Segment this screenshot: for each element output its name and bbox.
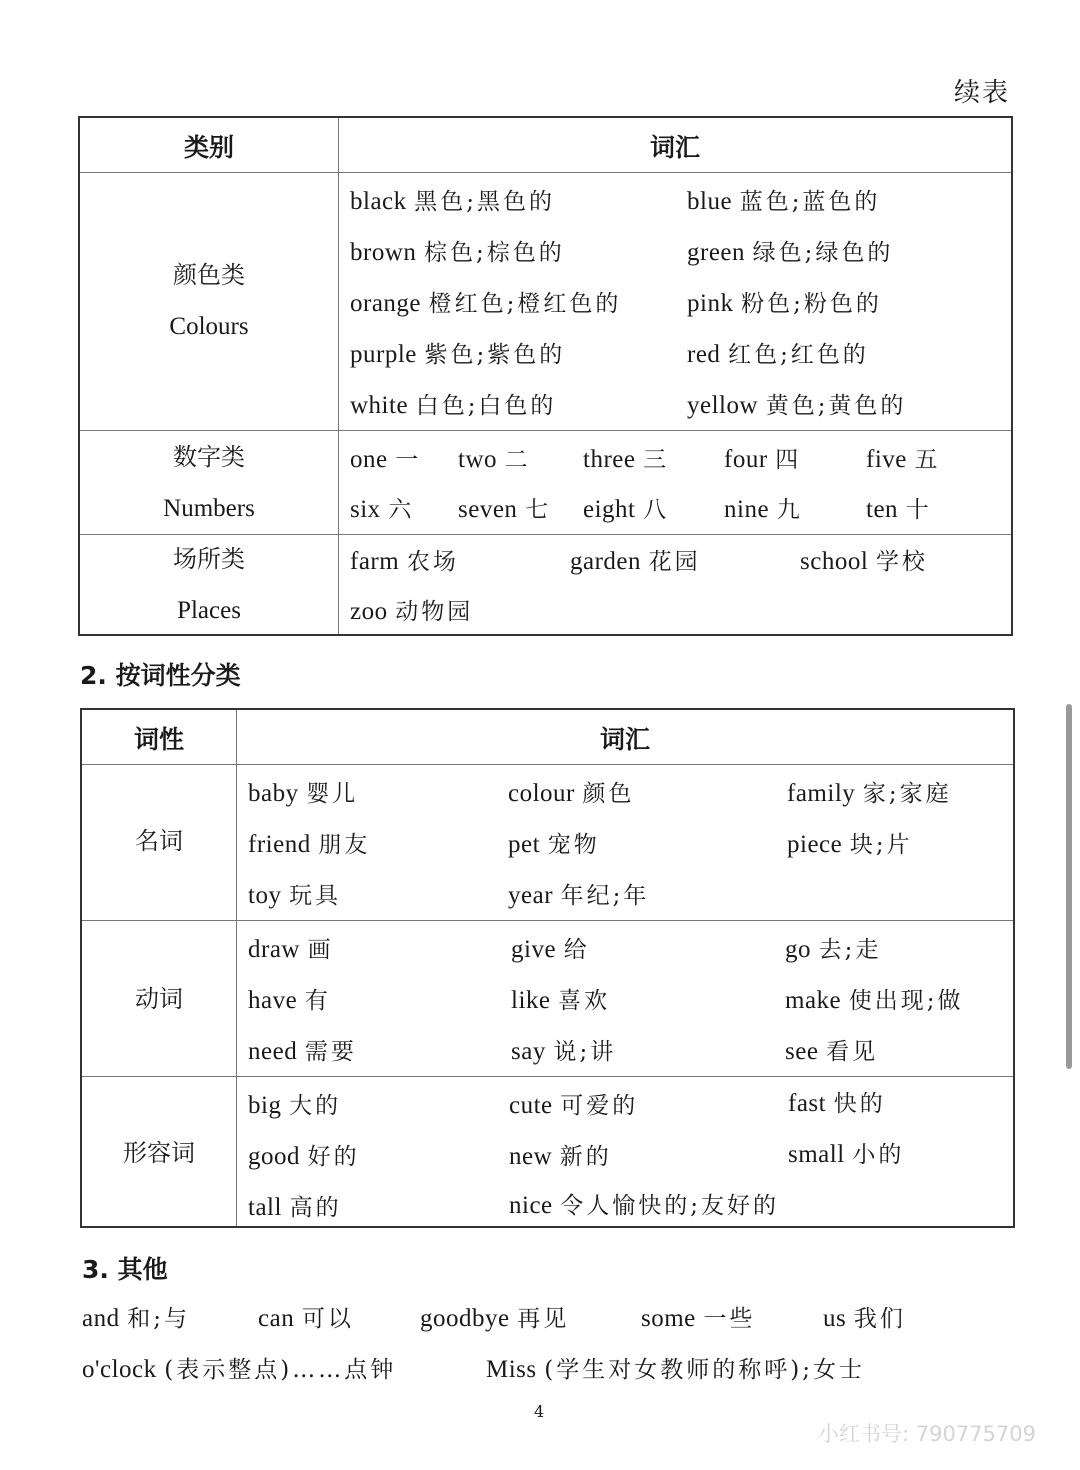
row-nouns — [82, 764, 1013, 920]
word-item: orange 橙红色;橙红色的 — [350, 290, 622, 317]
word-item: family 家;家庭 — [787, 780, 952, 807]
other-word: o'clock (表示整点)……点钟 — [82, 1356, 397, 1383]
other-word: some 一些 — [641, 1305, 756, 1332]
word-item: white 白色;白色的 — [350, 392, 557, 419]
category-colours: 颜色类 Colours — [169, 261, 249, 340]
scrollbar[interactable] — [1066, 704, 1072, 1069]
vocab-table-parts-of-speech — [80, 708, 1015, 1228]
other-word: us 我们 — [823, 1305, 906, 1332]
word-item: see 看见 — [785, 1038, 879, 1065]
word-item: colour 颜色 — [508, 780, 635, 807]
word-item: cute 可爱的 — [509, 1092, 639, 1119]
pos-nouns: 名词 — [135, 827, 183, 855]
word-item: draw 画 — [248, 936, 334, 963]
header-pos: 词性 — [133, 725, 185, 754]
row-verbs — [82, 920, 1013, 1076]
word-item: nice 令人愉快的;友好的 — [509, 1192, 780, 1219]
word-item: toy 玩具 — [248, 882, 342, 909]
word-item: farm 农场 — [350, 548, 459, 575]
category-numbers: 数字类 Numbers — [163, 443, 255, 522]
word-item: good 好的 — [248, 1143, 360, 1170]
word-item: new 新的 — [509, 1143, 612, 1170]
word-item: say 说;讲 — [511, 1038, 617, 1065]
word-item: six 六 — [350, 496, 415, 523]
word-item: small 小的 — [788, 1141, 905, 1168]
word-item: give 给 — [511, 936, 590, 963]
row-colours — [80, 172, 1011, 430]
word-item: three 三 — [583, 446, 670, 473]
word-item: nine 九 — [724, 496, 803, 523]
section-2-title: 2. 按词性分类 — [80, 661, 241, 690]
word-item: red 红色;红色的 — [687, 341, 869, 368]
word-item: zoo 动物园 — [350, 598, 474, 625]
page-number: 4 — [534, 1402, 545, 1421]
category-places: 场所类 Places — [173, 545, 245, 624]
row-places — [80, 534, 1011, 638]
word-item: blue 蓝色;蓝色的 — [687, 188, 881, 215]
word-item: friend 朋友 — [248, 831, 371, 858]
word-item: make 使出现;做 — [785, 987, 964, 1014]
pos-adjectives: 形容词 — [123, 1139, 195, 1167]
watermark: 小红书号: 790775709 — [818, 1422, 1036, 1446]
section-3-title: 3. 其他 — [82, 1255, 168, 1284]
header-category: 类别 — [183, 133, 235, 162]
word-item: black 黑色;黑色的 — [350, 188, 556, 215]
word-item: baby 婴儿 — [248, 780, 359, 807]
header-vocab: 词汇 — [599, 725, 651, 754]
word-item: big 大的 — [248, 1092, 342, 1119]
header-vocab: 词汇 — [649, 133, 701, 162]
word-item: pet 宠物 — [508, 831, 600, 858]
word-item: year 年纪;年 — [508, 882, 650, 909]
other-word: can 可以 — [258, 1305, 354, 1332]
word-item: tall 高的 — [248, 1194, 342, 1221]
word-item: eight 八 — [583, 496, 670, 523]
word-item: need 需要 — [248, 1038, 357, 1065]
word-item: four 四 — [724, 446, 802, 473]
word-item: purple 紫色;紫色的 — [350, 341, 566, 368]
word-item: five 五 — [866, 446, 941, 473]
word-item: seven 七 — [458, 496, 552, 523]
pos-verbs: 动词 — [135, 985, 183, 1013]
word-item: piece 块;片 — [787, 831, 913, 858]
other-word: and 和;与 — [82, 1305, 190, 1332]
word-item: garden 花园 — [570, 548, 701, 575]
row-numbers — [80, 430, 1011, 534]
word-item: go 去;走 — [785, 936, 882, 963]
word-item: school 学校 — [800, 548, 928, 575]
word-item: ten 十 — [866, 496, 932, 523]
vocab-table-categories — [78, 116, 1013, 636]
other-word: Miss (学生对女教师的称呼);女士 — [486, 1356, 865, 1383]
word-item: fast 快的 — [788, 1090, 886, 1117]
word-item: two 二 — [458, 446, 531, 473]
word-item: green 绿色;绿色的 — [687, 239, 894, 266]
word-item: like 喜欢 — [511, 987, 611, 1014]
word-item: have 有 — [248, 987, 331, 1014]
word-item: pink 粉色;粉色的 — [687, 290, 882, 317]
row-adjectives — [82, 1076, 1013, 1230]
word-item: brown 棕色;棕色的 — [350, 239, 565, 266]
word-item: one 一 — [350, 446, 422, 473]
word-item: yellow 黄色;黄色的 — [687, 392, 907, 419]
other-word: goodbye 再见 — [420, 1305, 570, 1332]
continued-label: 续表 — [953, 78, 1010, 108]
